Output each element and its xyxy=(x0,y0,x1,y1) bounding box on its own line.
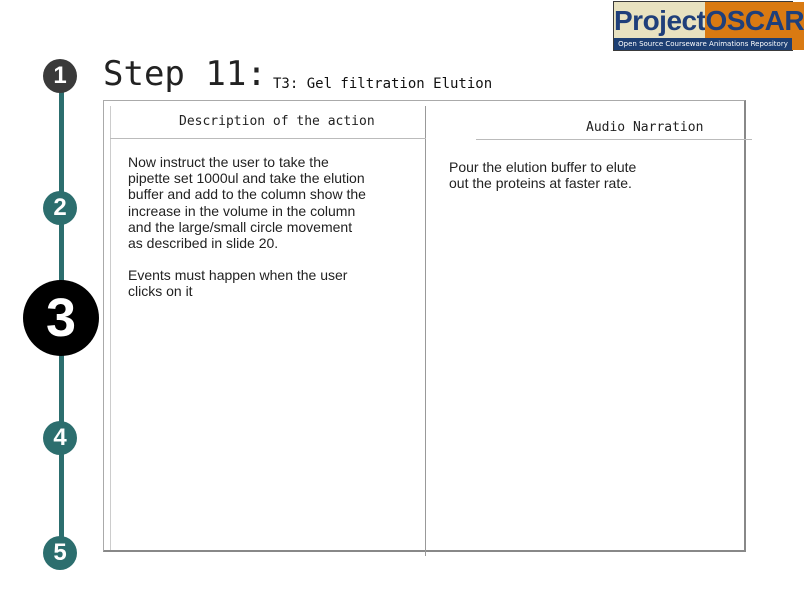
table-inner-edge xyxy=(110,106,111,550)
step-2-marker[interactable]: 2 xyxy=(43,191,77,225)
column-divider xyxy=(425,106,426,556)
logo-word-project: Project xyxy=(614,5,706,36)
logo-word-oscar: OSCAR xyxy=(705,5,804,36)
description-paragraph: Events must happen when the user clicks on it xyxy=(128,267,348,300)
description-cell xyxy=(128,154,368,300)
page-subtitle: T3: Gel filtration Elution xyxy=(273,76,493,92)
step-1-marker[interactable]: 1 xyxy=(43,59,77,93)
column-header-description: Description of the action xyxy=(179,114,375,129)
project-oscar-logo xyxy=(613,1,804,51)
narration-cell: Pour the elution buffer to elute out the proteins at faster rate. xyxy=(449,159,637,192)
step-3-marker-current[interactable]: 3 xyxy=(23,280,99,356)
description-paragraph: Now instruct the user to take the pipette set 1000ul and take the elution buffer and add to the column show the increase in the volume in the column and the large/small circle movement as described in slide 20. xyxy=(128,154,366,252)
page-title: Step 11: xyxy=(103,54,267,94)
column-header-audio: Audio Narration xyxy=(586,120,704,135)
header-underline-right xyxy=(476,139,752,140)
step-4-marker[interactable]: 4 xyxy=(43,421,77,455)
logo-tagline: Open Source Courseware Animations Repository xyxy=(614,38,792,50)
header-underline-left xyxy=(110,138,426,139)
step-5-marker[interactable]: 5 xyxy=(43,536,77,570)
